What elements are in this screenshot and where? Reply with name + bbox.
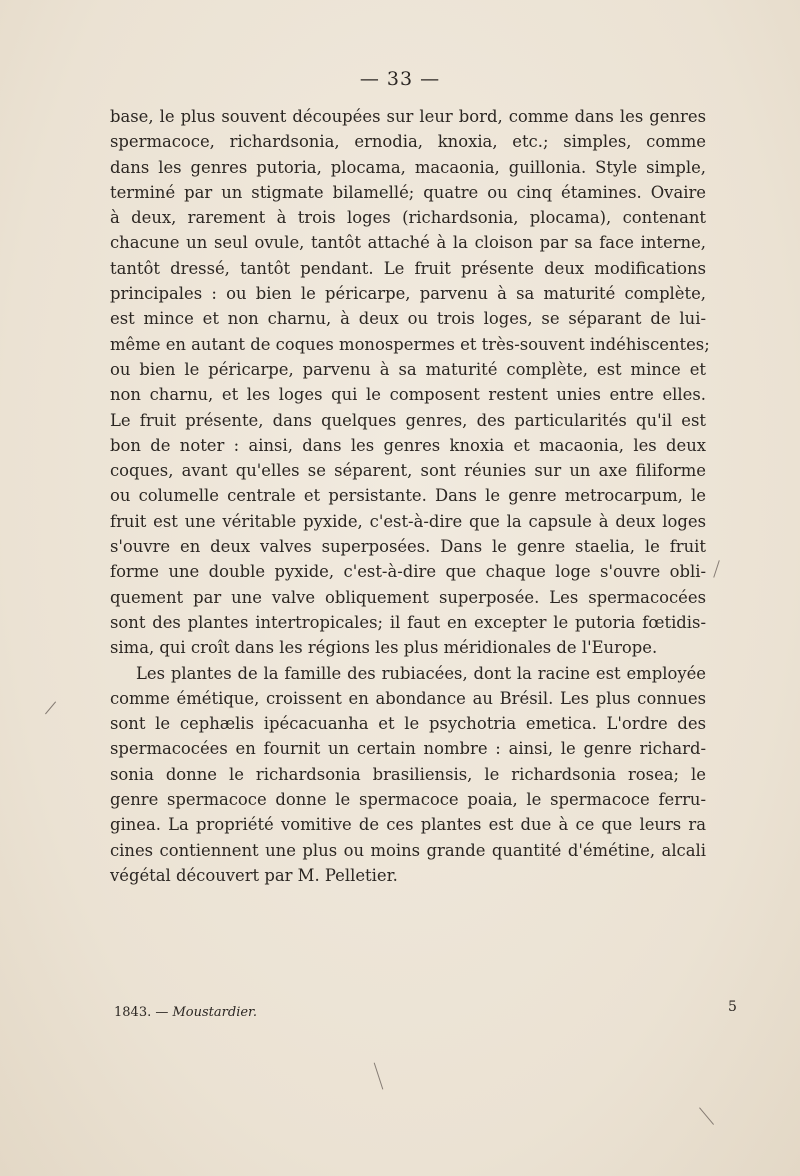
paragraph-2 bbox=[110, 661, 706, 889]
text-line: spermacocées en fournit un certain nombre : ainsi, le genre richard- bbox=[110, 739, 706, 759]
text-line: s'ouvre en deux valves superposées. Dans le genre staelia, le fruit bbox=[110, 537, 706, 557]
footer-imprint bbox=[114, 1005, 257, 1020]
text-line: fruit est une véritable pyxide, c'est-à-dire que la capsule à deux loges bbox=[110, 511, 706, 531]
footer-year: 1843. — bbox=[114, 1005, 169, 1020]
pen-stroke bbox=[699, 1107, 714, 1125]
text-line: dans les genres putoria, plocama, macaonia, guillonia. Style simple, bbox=[110, 157, 706, 177]
text-line: base, le plus souvent découpées sur leur bord, comme dans les genres bbox=[110, 107, 706, 126]
body-text bbox=[110, 104, 710, 888]
text-line: végétal découvert par M. Pelletier. bbox=[110, 865, 398, 885]
text-line: est mince et non charnu, à deux ou trois loges, se séparant de lui- bbox=[110, 309, 706, 329]
paragraph-1 bbox=[110, 104, 710, 661]
text-line: bon de noter : ainsi, dans les genres knoxia et macaonia, les deux bbox=[110, 435, 706, 455]
signature-mark: 5 bbox=[728, 999, 737, 1015]
text-line: cines contiennent une plus ou moins grande quantité d'émétine, alcali bbox=[110, 840, 706, 860]
text-line: sima, qui croît dans les régions les plus méridionales de l'Europe. bbox=[110, 638, 658, 658]
text-line: sonia donne le richardsonia brasiliensis, le richardsonia rosea; le bbox=[110, 764, 706, 784]
pen-stroke bbox=[374, 1062, 384, 1089]
text-line: coques, avant qu'elles se séparent, sont réunies sur un axe filiforme bbox=[110, 461, 706, 481]
text-line: même en autant de coques monospermes et très-souvent indéhiscentes; bbox=[110, 334, 710, 354]
text-line: terminé par un stigmate bilamellé; quatre ou cinq étamines. Ovaire bbox=[110, 182, 706, 202]
text-line: Les plantes de la famille des rubiacées, dont la racine est employée bbox=[136, 663, 706, 683]
page-number: — 33 — bbox=[359, 68, 441, 90]
text-line: comme émétique, croissent en abondance au Brésil. Les plus connues bbox=[110, 688, 706, 708]
text-line: quement par une valve obliquement superposée. Les spermacocées bbox=[110, 587, 706, 607]
text-line: forme une double pyxide, c'est-à-dire que chaque loge s'ouvre obli- bbox=[110, 562, 706, 582]
text-line: ginea. La propriété vomitive de ces plantes est due à ce que leurs ra bbox=[110, 815, 706, 835]
margin-pen-mark bbox=[45, 701, 56, 714]
text-line: spermacoce, richardsonia, ernodia, knoxia, etc.; simples, comme bbox=[110, 132, 706, 152]
text-line: tantôt dressé, tantôt pendant. Le fruit présente deux modifications bbox=[110, 258, 706, 278]
text-line: principales : ou bien le péricarpe, parvenu à sa maturité complète, bbox=[110, 284, 706, 304]
text-line: sont des plantes intertropicales; il faut en excepter le putoria fœtidis- bbox=[110, 612, 706, 632]
text-line: chacune un seul ovule, tantôt attaché à la cloison par sa face interne, bbox=[110, 233, 706, 253]
text-line: ou columelle centrale et persistante. Dans le genre metrocarpum, le bbox=[110, 486, 706, 506]
text-line: à deux, rarement à trois loges (richardsonia, plocama), contenant bbox=[110, 208, 706, 228]
text-line: ou bien le péricarpe, parvenu à sa maturité complète, est mince et bbox=[110, 359, 706, 379]
text-line: sont le cephælis ipécacuanha et le psychotria emetica. L'ordre des bbox=[110, 714, 706, 734]
margin-pen-mark bbox=[713, 560, 720, 578]
text-line: genre spermacoce donne le spermacoce poaia, le spermacoce ferru- bbox=[110, 790, 706, 810]
footer-printer: Moustardier. bbox=[172, 1005, 257, 1020]
text-line: non charnu, et les loges qui le composent restent unies entre elles. bbox=[110, 385, 706, 405]
text-line: Le fruit présente, dans quelques genres, des particularités qu'il est bbox=[110, 410, 706, 430]
